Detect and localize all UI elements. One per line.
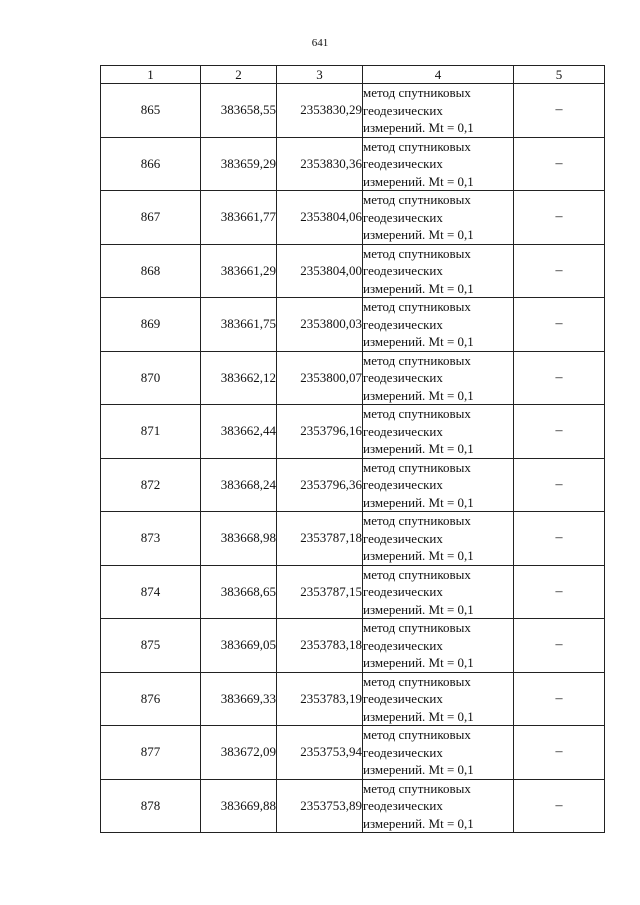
note-cell: – — [514, 244, 605, 298]
point-number-cell: 876 — [101, 672, 201, 726]
method-cell — [363, 672, 514, 726]
method-text-line: геодезических — [363, 209, 443, 225]
column-header-1: 1 — [101, 66, 201, 84]
method-text-line: измерений. Mt = 0,1 — [363, 120, 474, 135]
method-text-line: геодезических — [363, 370, 443, 385]
y-coordinate-cell: 2353783,19 — [277, 672, 363, 726]
method-text-line: измерений. Mt = 0,1 — [363, 708, 474, 724]
table-header-row — [101, 66, 605, 84]
method-text-line: измерений. Mt = 0,1 — [363, 815, 474, 831]
method-cell — [363, 619, 514, 673]
point-number-cell: 865 — [101, 84, 201, 138]
method-text-line: измерений. Mt = 0,1 — [363, 494, 474, 510]
method-text-line: геодезических — [363, 691, 443, 706]
method-text-line: метод спутниковых — [363, 138, 471, 154]
point-number-cell: 870 — [101, 351, 201, 405]
note-cell: – — [514, 298, 605, 352]
note-cell: – — [514, 726, 605, 780]
note-cell: – — [514, 351, 605, 405]
method-text-line: геодезических — [363, 584, 443, 599]
note-cell: – — [514, 672, 605, 726]
method-text-line: метод спутниковых — [363, 620, 471, 635]
point-number-cell: 874 — [101, 565, 201, 619]
method-text-line: геодезических — [363, 637, 443, 653]
column-header-3: 3 — [277, 66, 363, 84]
point-number-cell: 869 — [101, 298, 201, 352]
method-text-line: измерений. Mt = 0,1 — [363, 173, 474, 189]
table-row — [101, 298, 605, 352]
x-coordinate-cell: 383661,77 — [201, 191, 277, 245]
method-text-line: измерений. Mt = 0,1 — [363, 441, 474, 456]
method-cell — [363, 244, 514, 298]
column-header-2: 2 — [201, 66, 277, 84]
method-text-line: измерений. Mt = 0,1 — [363, 227, 474, 242]
method-text-line: геодезических — [363, 423, 443, 439]
x-coordinate-cell: 383662,12 — [201, 351, 277, 405]
x-coordinate-cell: 383661,75 — [201, 298, 277, 352]
note-cell: – — [514, 779, 605, 833]
x-coordinate-cell: 383669,88 — [201, 779, 277, 833]
point-number-cell: 867 — [101, 191, 201, 245]
method-text-line: метод спутниковых — [363, 727, 471, 742]
note-cell: – — [514, 137, 605, 191]
method-text-line: геодезических — [363, 798, 443, 813]
coordinates-table — [100, 65, 605, 833]
y-coordinate-cell: 2353753,89 — [277, 779, 363, 833]
method-cell — [363, 84, 514, 138]
y-coordinate-cell: 2353804,06 — [277, 191, 363, 245]
note-cell: – — [514, 512, 605, 566]
x-coordinate-cell: 383659,29 — [201, 137, 277, 191]
method-text-line: метод спутниковых — [363, 673, 471, 689]
x-coordinate-cell: 383658,55 — [201, 84, 277, 138]
method-cell — [363, 726, 514, 780]
x-coordinate-cell: 383669,33 — [201, 672, 277, 726]
table-row — [101, 84, 605, 138]
y-coordinate-cell: 2353800,03 — [277, 298, 363, 352]
note-cell: – — [514, 405, 605, 459]
x-coordinate-cell: 383668,24 — [201, 458, 277, 512]
note-cell: – — [514, 191, 605, 245]
method-text-line: измерений. Mt = 0,1 — [363, 334, 474, 349]
y-coordinate-cell: 2353800,07 — [277, 351, 363, 405]
column-header-4: 4 — [363, 66, 514, 84]
method-cell — [363, 137, 514, 191]
method-text-line: метод спутниковых — [363, 513, 471, 528]
method-text-line: метод спутниковых — [363, 192, 471, 207]
method-text-line: геодезических — [363, 477, 443, 492]
table-row — [101, 726, 605, 780]
table-row — [101, 672, 605, 726]
table-row — [101, 191, 605, 245]
y-coordinate-cell: 2353753,94 — [277, 726, 363, 780]
table-row — [101, 458, 605, 512]
table-row — [101, 512, 605, 566]
method-text-line: метод спутниковых — [363, 406, 471, 421]
method-cell — [363, 458, 514, 512]
point-number-cell: 875 — [101, 619, 201, 673]
y-coordinate-cell: 2353796,16 — [277, 405, 363, 459]
x-coordinate-cell: 383672,09 — [201, 726, 277, 780]
table-row — [101, 244, 605, 298]
x-coordinate-cell: 383669,05 — [201, 619, 277, 673]
table-row — [101, 137, 605, 191]
point-number-cell: 871 — [101, 405, 201, 459]
y-coordinate-cell: 2353783,18 — [277, 619, 363, 673]
point-number-cell: 866 — [101, 137, 201, 191]
method-cell — [363, 512, 514, 566]
y-coordinate-cell: 2353830,29 — [277, 84, 363, 138]
y-coordinate-cell: 2353787,15 — [277, 565, 363, 619]
y-coordinate-cell: 2353804,00 — [277, 244, 363, 298]
method-cell — [363, 405, 514, 459]
method-text-line: измерений. Mt = 0,1 — [363, 655, 474, 670]
y-coordinate-cell: 2353796,36 — [277, 458, 363, 512]
method-text-line: измерений. Mt = 0,1 — [363, 387, 474, 403]
method-text-line: метод спутниковых — [363, 85, 471, 100]
method-text-line: геодезических — [363, 263, 443, 278]
method-text-line: измерений. Mt = 0,1 — [363, 601, 474, 617]
method-text-line: измерений. Mt = 0,1 — [363, 762, 474, 777]
method-text-line: метод спутниковых — [363, 566, 471, 582]
note-cell: – — [514, 458, 605, 512]
point-number-cell: 872 — [101, 458, 201, 512]
method-cell — [363, 565, 514, 619]
table-row — [101, 405, 605, 459]
method-text-line: метод спутниковых — [363, 780, 471, 796]
y-coordinate-cell: 2353830,36 — [277, 137, 363, 191]
method-text-line: геодезических — [363, 744, 443, 760]
method-cell — [363, 779, 514, 833]
note-cell: – — [514, 565, 605, 619]
method-cell — [363, 351, 514, 405]
method-text-line: метод спутниковых — [363, 352, 471, 368]
table-row — [101, 565, 605, 619]
method-text-line: метод спутниковых — [363, 459, 471, 475]
method-text-line: метод спутниковых — [363, 245, 471, 261]
method-text-line: метод спутниковых — [363, 299, 471, 314]
point-number-cell: 878 — [101, 779, 201, 833]
method-text-line: измерений. Mt = 0,1 — [363, 548, 474, 563]
x-coordinate-cell: 383661,29 — [201, 244, 277, 298]
method-cell — [363, 298, 514, 352]
method-text-line: геодезических — [363, 156, 443, 171]
point-number-cell: 873 — [101, 512, 201, 566]
page-number: 641 — [311, 37, 329, 49]
y-coordinate-cell: 2353787,18 — [277, 512, 363, 566]
table-row — [101, 619, 605, 673]
method-cell — [363, 191, 514, 245]
x-coordinate-cell: 383668,98 — [201, 512, 277, 566]
table-row — [101, 351, 605, 405]
method-text-line: измерений. Mt = 0,1 — [363, 280, 474, 296]
x-coordinate-cell: 383662,44 — [201, 405, 277, 459]
point-number-cell: 868 — [101, 244, 201, 298]
method-text-line: геодезических — [363, 102, 443, 118]
x-coordinate-cell: 383668,65 — [201, 565, 277, 619]
method-text-line: геодезических — [363, 530, 443, 546]
method-text-line: геодезических — [363, 316, 443, 332]
point-number-cell: 877 — [101, 726, 201, 780]
note-cell: – — [514, 619, 605, 673]
column-header-5: 5 — [514, 66, 605, 84]
note-cell: – — [514, 84, 605, 138]
table-row — [101, 779, 605, 833]
